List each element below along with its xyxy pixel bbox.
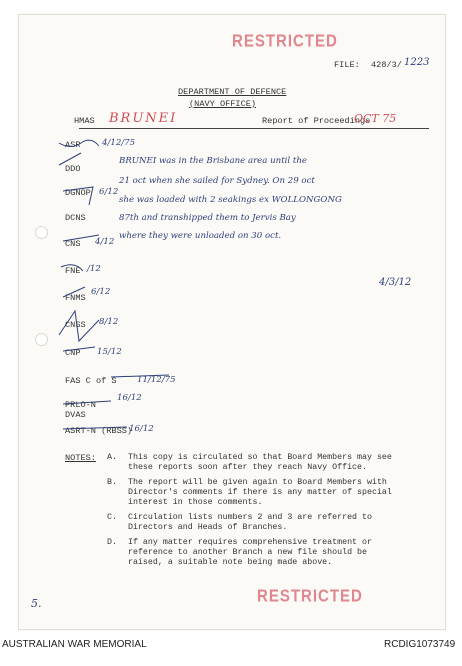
tick-stroke	[63, 235, 99, 241]
file-number-handwritten: 1223	[404, 57, 430, 68]
routing-initial: 11/12/75	[137, 375, 176, 385]
corner-mark: 5.	[31, 597, 42, 610]
strikethrough-stroke	[59, 140, 99, 146]
routing-initial: /12	[87, 264, 101, 274]
restricted-stamp-top: RESTRICTED	[232, 31, 338, 52]
routing-code: FNMS	[65, 293, 86, 303]
strikethrough-stroke	[63, 401, 111, 404]
routing-initial: 8/12	[99, 317, 119, 327]
note-text: This copy is circulated so that Board Members may see these reports soon after they reach Navy Office.	[128, 453, 392, 473]
routing-code: CNS	[65, 239, 81, 249]
pen-strokes	[19, 15, 445, 629]
signature-stroke	[59, 311, 99, 341]
routing-code: DGNOP	[65, 188, 91, 198]
note-text: The report will be given again to Board Members with Director's comments if there is any matter of special interest in those comments.	[128, 478, 392, 508]
department-heading: DEPARTMENT OF DEFENCE	[178, 87, 287, 97]
tick-stroke	[63, 287, 85, 297]
tick-stroke	[63, 187, 93, 205]
routing-code: DDO	[65, 164, 81, 174]
note-text: If any matter requires comprehensive treatment or reference to another Branch a new file should be raised, a suitable note being made above.	[128, 538, 372, 568]
note-text: Circulation lists numbers 2 and 3 are referred to Directors and Heads of Branches.	[128, 513, 372, 533]
ship-prefix: HMAS	[74, 116, 95, 126]
routing-code: CNP	[65, 348, 81, 358]
notes-label: NOTES:	[65, 453, 96, 463]
note-letter: D.	[107, 538, 117, 547]
note-letter: C.	[107, 513, 117, 522]
minute-line: 21 oct when she sailed for Sydney. On 29 oct	[119, 176, 315, 186]
routing-initial: 6/12	[99, 187, 119, 197]
ship-name: BRUNEI	[109, 111, 178, 126]
office-heading: (NAVY OFFICE)	[189, 99, 257, 109]
minute-line: 87th and transhipped them to Jervis Bay	[119, 213, 296, 223]
minute-line: she was loaded with 2 seakings ex WOLLONGONG	[119, 195, 342, 205]
signature-date: 4/3/12	[379, 277, 412, 288]
minute-line: BRUNEI was in the Brisbane area until the	[119, 156, 307, 166]
routing-code: DVAS	[65, 410, 86, 420]
routing-code: FNE	[65, 266, 81, 276]
report-period: OCT 75	[354, 112, 397, 125]
routing-initial: 15/12	[97, 347, 122, 357]
routing-initial: 16/12	[129, 424, 154, 434]
note-letter: A.	[107, 453, 117, 462]
file-label: FILE:	[334, 60, 360, 70]
strikethrough-stroke	[63, 427, 127, 429]
note-letter: B.	[107, 478, 117, 487]
restricted-stamp-bottom: RESTRICTED	[257, 586, 363, 607]
routing-initial: 4/12/75	[102, 138, 136, 148]
routing-code: CNSS	[65, 320, 86, 330]
routing-initial: 16/12	[117, 393, 142, 403]
footer-institution: AUSTRALIAN WAR MEMORIAL	[2, 639, 147, 650]
routing-initial: 6/12	[91, 287, 111, 297]
minute-line: where they were unloaded on 30 oct.	[119, 231, 282, 241]
footer-record-id: RCDIG1073749	[384, 639, 456, 650]
document-page	[18, 14, 446, 630]
report-title: Report of Proceedings	[262, 116, 371, 126]
routing-initial: 4/12	[95, 237, 115, 247]
strikethrough-stroke	[111, 375, 169, 377]
routing-code: DCNS	[65, 213, 86, 223]
routing-code: ASR	[65, 140, 81, 150]
file-number: 428/3/	[371, 60, 402, 70]
strikethrough-stroke	[63, 347, 95, 351]
routing-code: PRLO-N	[65, 400, 96, 410]
routing-code: FAS C of S	[65, 376, 117, 386]
tick-stroke	[61, 265, 83, 271]
tick-stroke	[59, 153, 81, 165]
routing-code: ASRT-N (RBSS)	[65, 426, 133, 436]
